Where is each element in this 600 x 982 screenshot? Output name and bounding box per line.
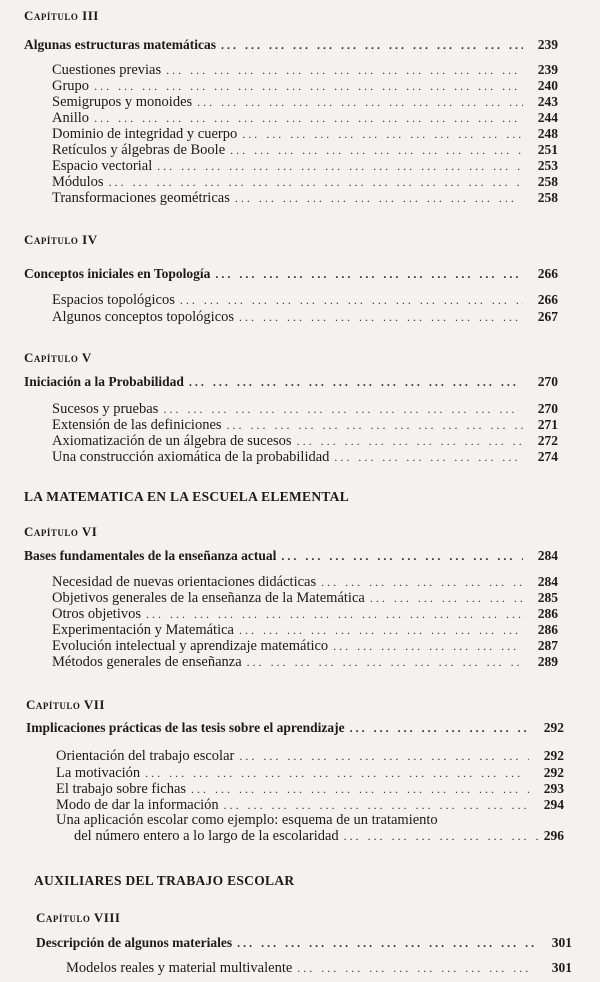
toc-entry: Métodos generales de enseñanza ... . 289 xyxy=(52,654,558,670)
toc-main-entry: Bases fundamentales de la enseñanza actual ... . 284 xyxy=(24,548,558,564)
toc-entry: Extensión de las definiciones ... . 271 xyxy=(52,417,558,433)
toc-main-entry: Iniciación a la Probabilidad ... . 270 xyxy=(24,374,558,390)
toc-entry: Sucesos y pruebas ... . 270 xyxy=(52,401,558,417)
toc-entry: Evolución intelectual y aprendizaje matemático ... . 287 xyxy=(52,638,558,654)
entry-line-1: Una aplicación escolar como ejemplo: esquema de un tratamiento xyxy=(56,812,438,828)
toc-entry: Dominio de integridad y cuerpo ... . 248 xyxy=(52,126,558,142)
toc-entry: Otros objetivos ... . 286 xyxy=(52,606,558,622)
toc-entry: Espacios topológicos ... . 266 xyxy=(52,292,558,308)
toc-entry: Anillo ... . 244 xyxy=(52,110,558,126)
toc-entry: Modo de dar la información ... . 294 xyxy=(56,797,564,813)
chapter-heading: Capítulo VIII xyxy=(36,910,121,925)
toc-entry: Cuestiones previas ... . 239 xyxy=(52,62,558,78)
chapter-heading: Capítulo IV xyxy=(24,232,98,247)
chapter-heading: Capítulo VII xyxy=(26,697,105,712)
toc-entry: Orientación del trabajo escolar ... . 292 xyxy=(56,748,564,764)
chapter-heading: Capítulo III xyxy=(24,8,99,23)
chapter-heading: Capítulo VI xyxy=(24,524,98,539)
toc-entry: Una construcción axiomática de la probabilidad ... . 274 xyxy=(52,449,558,465)
toc-entry: Objetivos generales de la enseñanza de la Matemática ... . 285 xyxy=(52,590,558,606)
part-heading: LA MATEMATICA EN LA ESCUELA ELEMENTAL xyxy=(24,489,350,504)
toc-entry-multiline xyxy=(56,812,564,844)
toc-entry: Semigrupos y monoides ... . 243 xyxy=(52,94,558,110)
toc-main-entry xyxy=(24,37,558,53)
entry-page: 239 xyxy=(537,37,558,52)
toc-entry: Modelos reales y material multivalente ... . 301 xyxy=(66,960,572,976)
toc-main-entry: Descripción de algunos materiales ... . 301 xyxy=(36,935,572,951)
toc-entry: Espacio vectorial ... . 253 xyxy=(52,158,558,174)
toc-entry: La motivación ... . 292 xyxy=(56,765,564,781)
toc-entry: Retículos y álgebras de Boole ... . 251 xyxy=(52,142,558,158)
toc-entry: Axiomatización de un álgebra de sucesos ... . 272 xyxy=(52,433,558,449)
toc-entry: Transformaciones geométricas ... . 258 xyxy=(52,190,558,206)
toc-entry: Algunos conceptos topológicos ... . 267 xyxy=(52,309,558,325)
chapter-heading: Capítulo V xyxy=(24,350,92,365)
entry-page: 296 xyxy=(543,828,564,843)
toc-entry: Módulos ... . 258 xyxy=(52,174,558,190)
toc-entry: Experimentación y Matemática ... . 286 xyxy=(52,622,558,638)
toc-main-entry: Implicaciones prácticas de las tesis sobre el aprendizaje ... . 292 xyxy=(26,720,564,736)
part-heading: AUXILIARES DEL TRABAJO ESCOLAR xyxy=(34,873,295,888)
toc-entry: Grupo ... . 240 xyxy=(52,78,558,94)
entry-line-2: del número entero a lo largo de la escolaridad xyxy=(74,828,339,844)
toc-entry: Necesidad de nuevas orientaciones didácticas ... . 284 xyxy=(52,574,558,590)
entry-title: Algunas estructuras matemáticas xyxy=(24,37,216,52)
toc-main-entry: Conceptos iniciales en Topología ... . 266 xyxy=(24,266,558,282)
toc-entry: El trabajo sobre fichas ... . 293 xyxy=(56,781,564,797)
